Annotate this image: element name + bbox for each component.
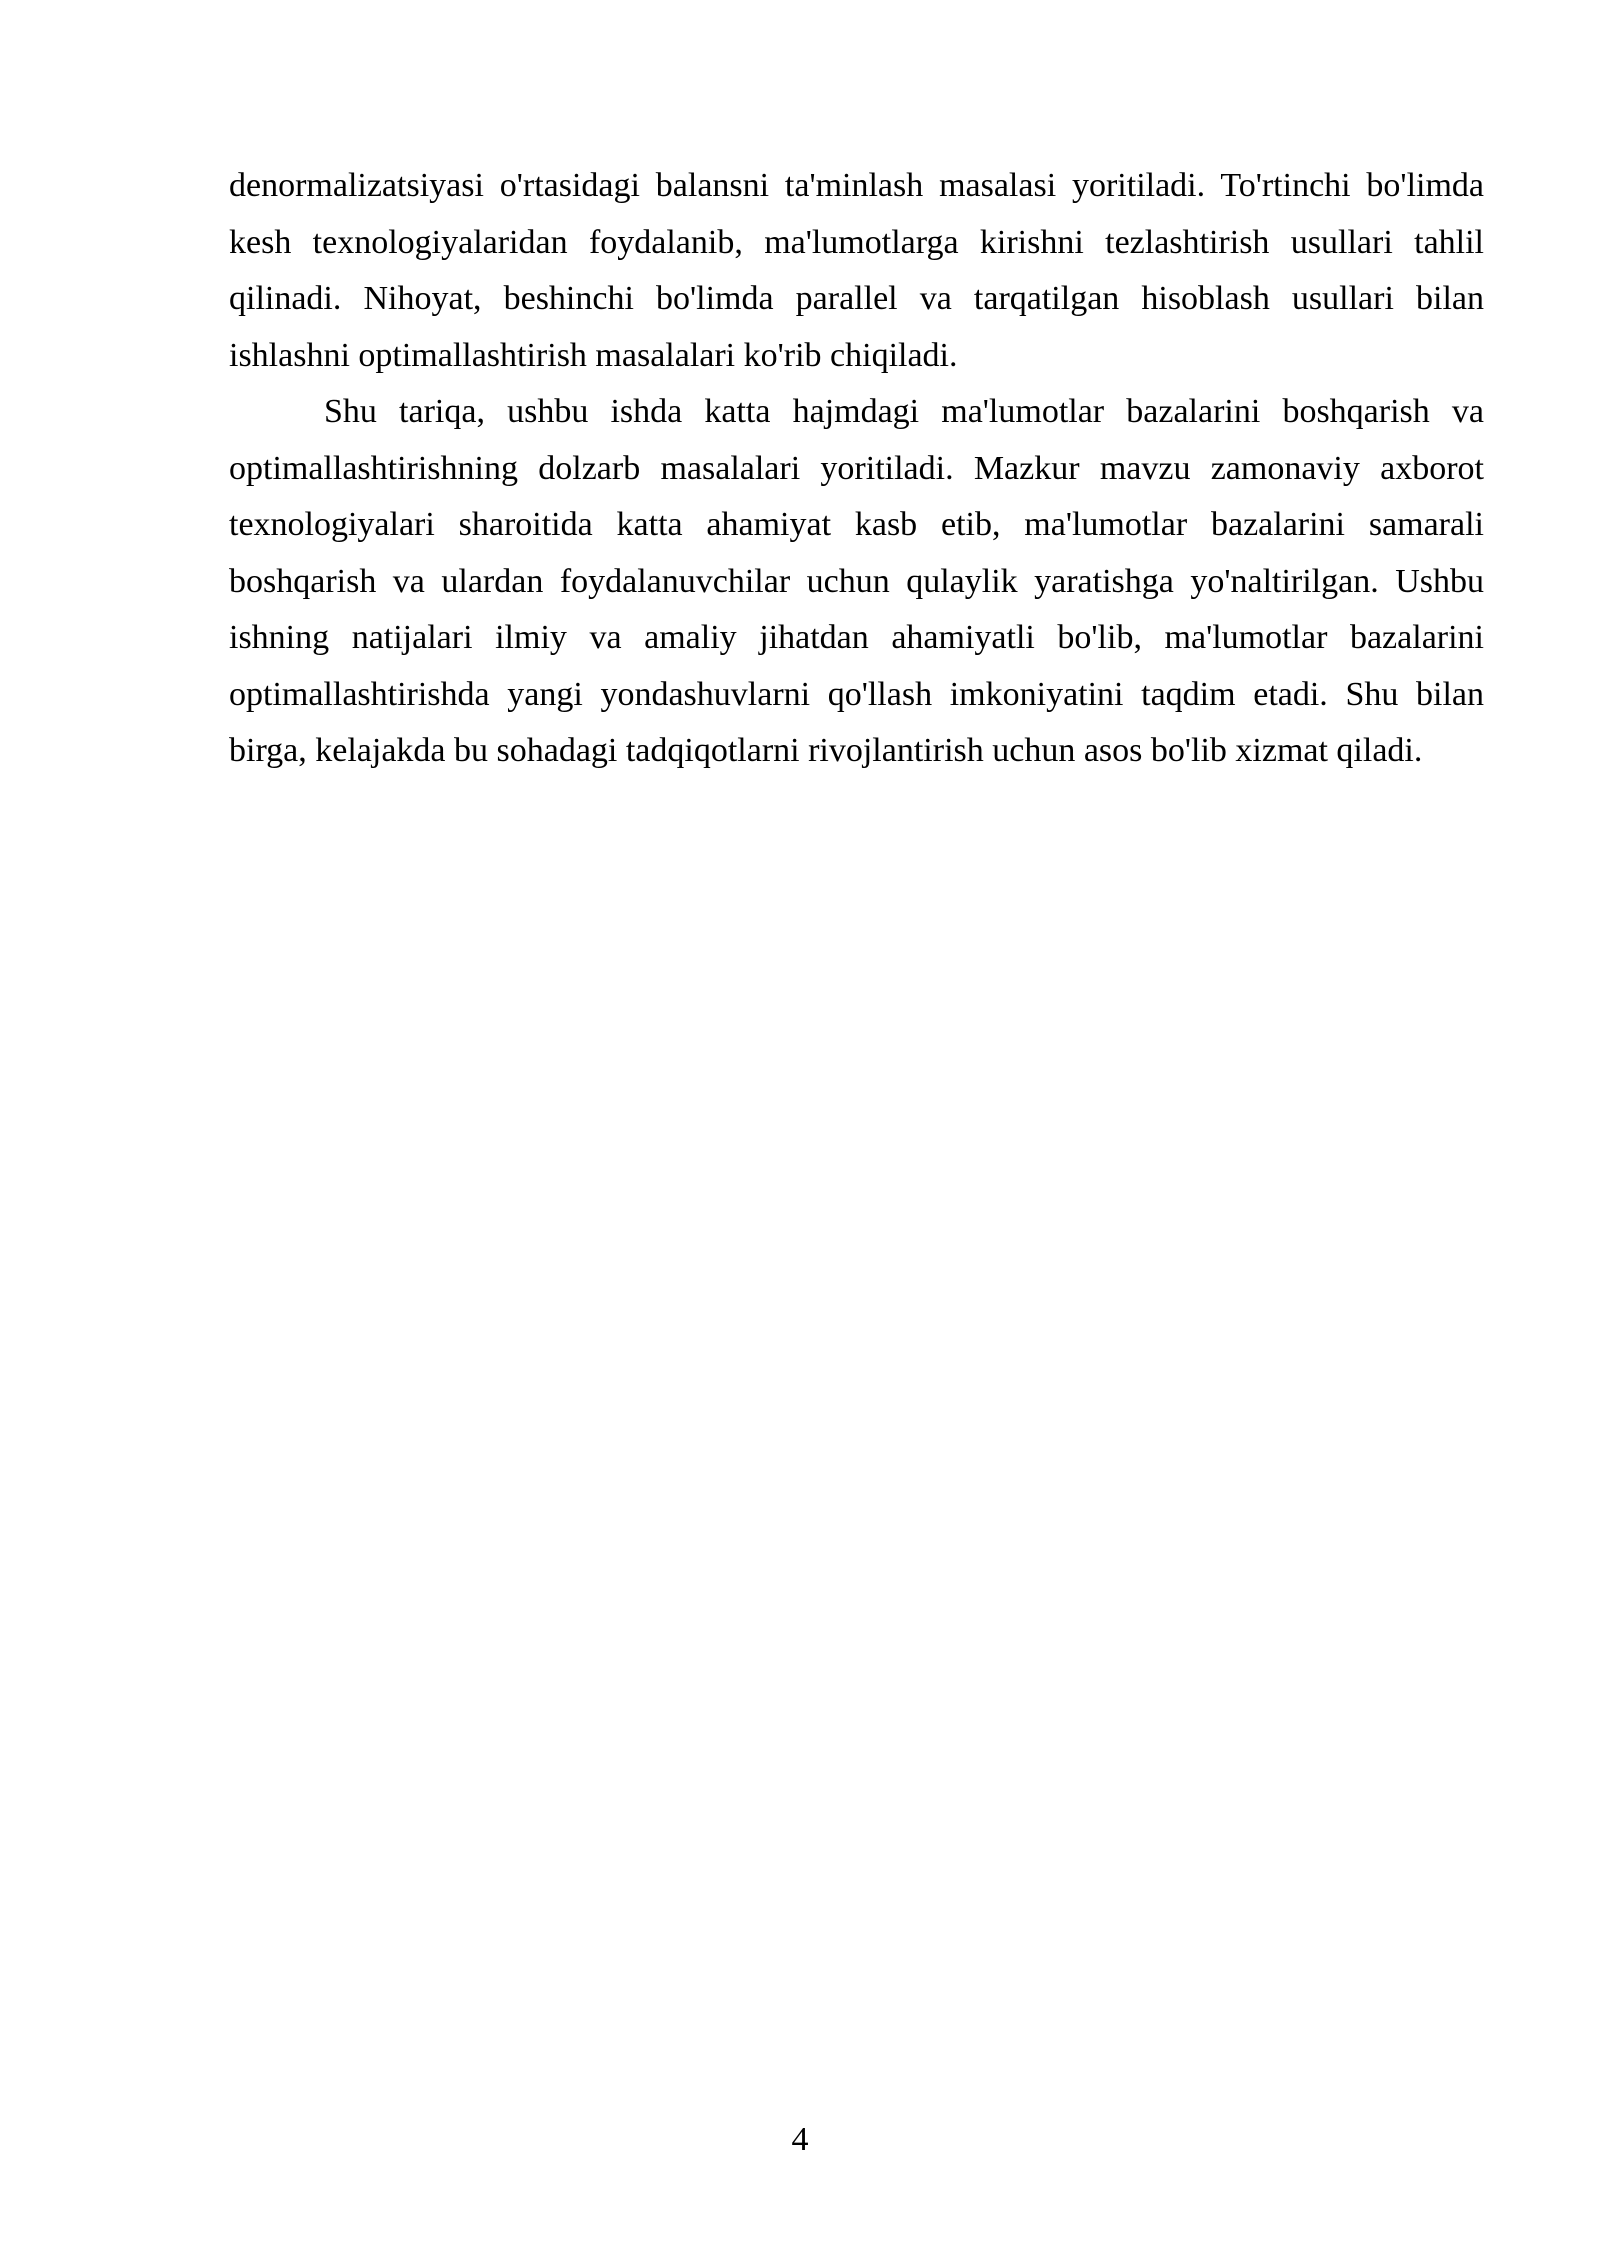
page-number: 4 (791, 2121, 809, 2158)
paragraph-conclusion: Shu tariqa, ushbu ishda katta hajmdagi ma'lumotlar bazalarini boshqarish va optimallashtirishning dolzarb masalalari yoritiladi. Mazkur mavzu zamonaviy axborot texnologiyalari sharoitida katta ahamiyat kasb etib, ma'lumotlar bazalarini samarali boshqarish va ulardan foydalanuvchilar uchun qulaylik yaratishga yo'naltirilgan. Ushbu ishning natijalari ilmiy va amaliy jihatdan ahamiyatli bo'lib, ma'lumotlar bazalarini optimallashtirishda yangi yondashuvlarni qo'llash imkoniyatini taqdim etadi. Shu bilan birga, kelajakda bu sohadagi tadqiqotlarni rivojlantirish uchun asos bo'lib xizmat qiladi. (229, 393, 1484, 769)
body-text (229, 158, 1484, 780)
paragraph-continuation: denormalizatsiyasi o'rtasidagi balansni ta'minlash masalasi yoritiladi. To'rtinchi bo'limda kesh texnologiyalaridan foydalanib, ma'lumotlarga kirishni tezlashtirish usullari tahlil qilinadi. Nihoyat, beshinchi bo'limda parallel va tarqatilgan hisoblash usullari bilan ishlashni optimallashtirish masalalari ko'rib chiqiladi. (229, 167, 1484, 374)
